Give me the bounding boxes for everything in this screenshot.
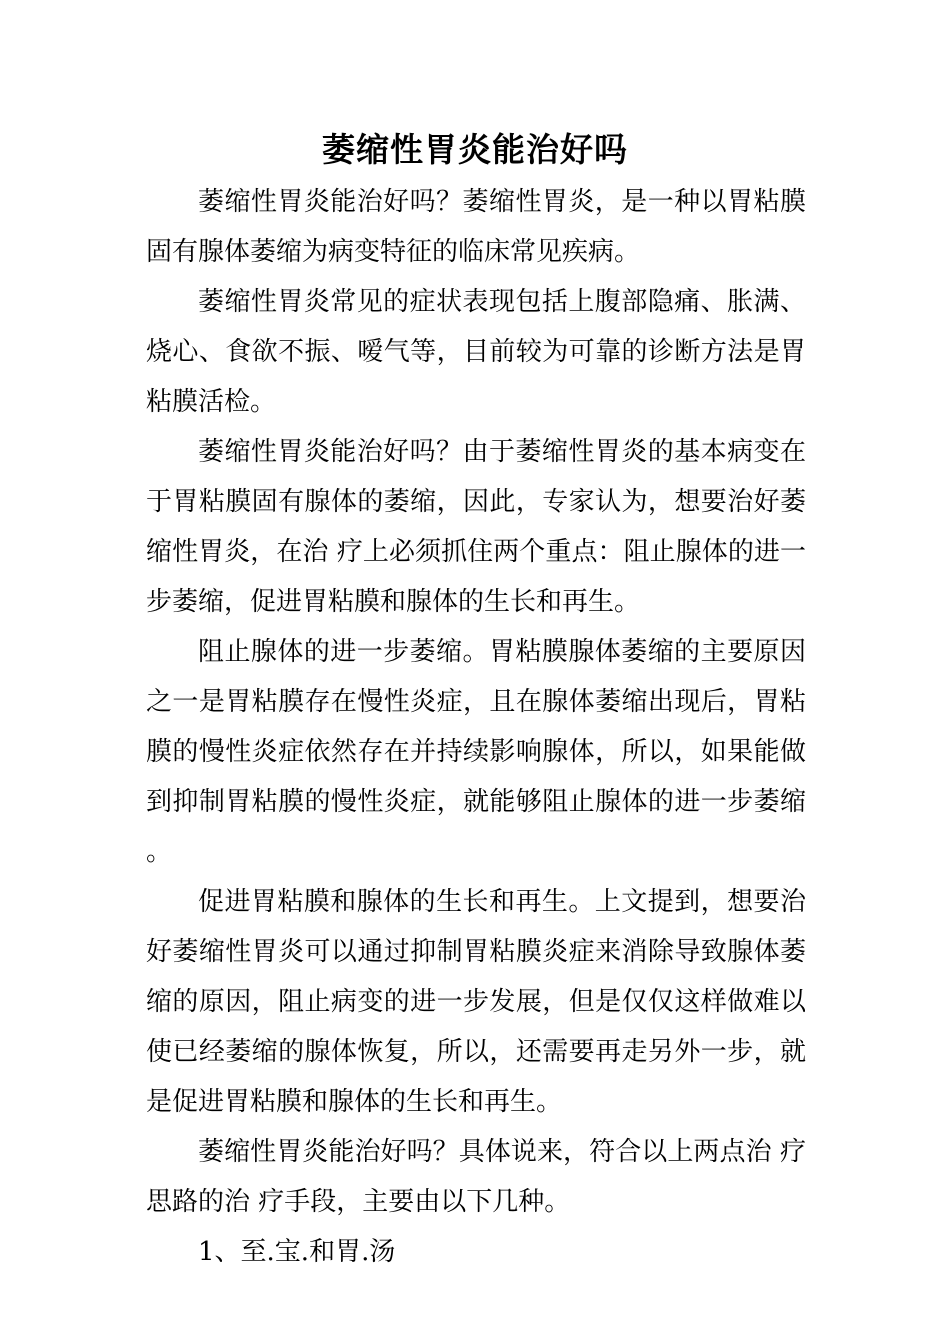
paragraph-intro: 萎缩性胃炎能治好吗？萎缩性胃炎，是一种以胃粘膜固有腺体萎缩为病变特征的临床常见疾病。	[146, 187, 806, 267]
list-item-1: 1、至.宝.和胃.汤	[198, 1237, 396, 1267]
document-body	[146, 177, 806, 1277]
paragraph-stop-atrophy: 阻止腺体的进一步萎缩。胃粘膜腺体萎缩的主要原因之一是胃粘膜存在慢性炎症，且在腺体萎缩出现后，胃粘膜的慢性炎症依然存在并持续影响腺体，所以，如果能做到抑制胃粘膜的慢性炎症，就能够阻止腺体的进一步萎缩。	[146, 637, 806, 867]
paragraph-treatment-focus: 萎缩性胃炎能治好吗？由于萎缩性胃炎的基本病变在于胃粘膜固有腺体的萎缩，因此，专家认为，想要治好萎缩性胃炎，在治 疗上必须抓住两个重点：阻止腺体的进一步萎缩，促进胃粘膜和腺体的生长和再生。	[146, 437, 806, 617]
paragraph-regeneration: 促进胃粘膜和腺体的生长和再生。上文提到，想要治好萎缩性胃炎可以通过抑制胃粘膜炎症来消除导致腺体萎缩的原因，阻止病变的进一步发展，但是仅仅这样做难以使已经萎缩的腺体恢复，所以，还需要再走另外一步，就是促进胃粘膜和腺体的生长和再生。	[146, 887, 806, 1117]
document-title: 萎缩性胃炎能治好吗	[322, 130, 628, 169]
paragraph-symptoms: 萎缩性胃炎常见的症状表现包括上腹部隐痛、胀满、烧心、食欲不振、嗳气等，目前较为可靠的诊断方法是胃粘膜活检。	[146, 287, 806, 417]
paragraph-methods: 萎缩性胃炎能治好吗？具体说来，符合以上两点治 疗思路的治 疗手段，主要由以下几种。	[146, 1137, 806, 1217]
